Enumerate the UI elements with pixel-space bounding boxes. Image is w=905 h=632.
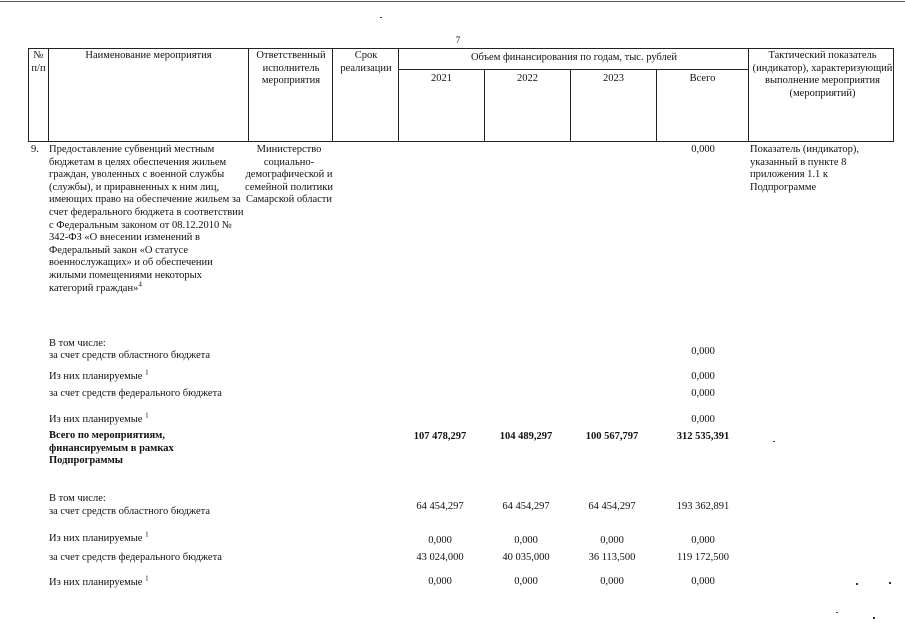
sub2-federal-2021: 43 024,000 — [416, 552, 464, 563]
sub2-federal-2023: 36 113,500 — [588, 552, 636, 563]
header-funding: Объем финансирования по годам, тыс. рублей — [470, 52, 678, 63]
totals-2023: 100 567,797 — [585, 431, 639, 442]
sub2-planned1-2021: 0,000 — [428, 535, 452, 546]
row9-name — [49, 144, 245, 295]
header-year-2021: 2021 — [431, 73, 452, 84]
sub2-planned1-fn: 1 — [145, 530, 149, 539]
sub1-planned1 — [49, 368, 249, 384]
row9-footnote: 4 — [138, 280, 142, 289]
sub1-federal-total: 0,000 — [691, 388, 715, 399]
sub2-planned1-label: Из них планируемые — [49, 533, 143, 544]
sub1-planned1-total: 0,000 — [691, 371, 715, 382]
totals-2021: 107 478,297 — [413, 431, 467, 442]
header-name: Наименование мероприятия — [85, 50, 212, 61]
header-num: № п/п — [31, 50, 46, 74]
sub1-planned2-total: 0,000 — [691, 414, 715, 425]
row9-executor: Министерство социально-демографической и семейной политики Самарской области — [244, 144, 333, 206]
sub1-federal-label: за счет средств федерального бюджета — [49, 388, 222, 399]
sub2-planned2 — [49, 574, 249, 590]
header-year-total: Всего — [689, 73, 716, 84]
page-number: 7 — [455, 35, 461, 45]
totals-all: 312 535,391 — [676, 431, 730, 442]
page-top-edge — [0, 1, 905, 2]
scan-speck — [836, 612, 838, 613]
totals-2022: 104 489,297 — [499, 431, 553, 442]
header-indicator: Тактический показатель (индикатор), характеризующий выполнение мероприятия (мероприятий) — [752, 50, 893, 99]
totals-label: Всего по мероприятиям, финансируемым в рамках Подпрограммы — [49, 430, 174, 467]
row9-total: 0,000 — [691, 144, 715, 155]
sub2-planned2-total: 0,000 — [691, 576, 715, 587]
header-year-2023: 2023 — [603, 73, 624, 84]
sub2-regional-2022: 64 454,297 — [502, 501, 550, 512]
sub2-planned2-2022: 0,000 — [514, 576, 538, 587]
scan-speck — [380, 17, 382, 18]
row9-name-text: Предоставление субвенций местным бюджетам в целях обеспечения жильем граждан, уволенных с военной службы (службы), и приравненных к ним лиц, имеющих право на обеспечение жильем за счет федерального бюджета в соответствии с Федеральным законом от 08.12.2010 № 342-ФЗ «О внесении изменений в Федеральный закон «О статусе военнослужащих» и об обеспечении жилыми помещениями некоторых категорий граждан» — [49, 144, 244, 294]
scan-speck — [773, 441, 775, 442]
sub2-planned2-fn: 1 — [145, 574, 149, 583]
sub2-regional-label: за счет средств областного бюджета — [49, 506, 211, 517]
sub2-planned1-2022: 0,000 — [514, 535, 538, 546]
sub2-planned1-2023: 0,000 — [600, 535, 624, 546]
sub2-planned1 — [49, 530, 249, 546]
header-year-2022: 2022 — [517, 73, 538, 84]
sub1-planned2-fn: 1 — [145, 411, 149, 420]
sub1-intro: В том числе: — [49, 338, 106, 349]
sub2-regional-2021: 64 454,297 — [416, 501, 464, 512]
row9-indicator: Показатель (индикатор), указанный в пункте 8 приложения 1.1 к Подпрограмме — [750, 144, 859, 193]
scan-speck — [889, 582, 891, 584]
sub2-planned1-total: 0,000 — [691, 535, 715, 546]
sub2-regional-total: 193 362,891 — [676, 501, 730, 512]
scan-speck — [873, 617, 875, 619]
sub1-planned2-label: Из них планируемые — [49, 414, 143, 425]
sub2-federal-label: за счет средств федерального бюджета — [49, 552, 222, 563]
header-executor: Ответственный исполнитель мероприятия — [256, 50, 326, 87]
header-term: Срок реализации — [340, 50, 392, 74]
row9-number: 9. — [31, 144, 39, 155]
sub2-planned2-2021: 0,000 — [428, 576, 452, 587]
sub2-intro: В том числе: — [49, 493, 106, 504]
sub2-planned2-2023: 0,000 — [600, 576, 624, 587]
sub2-planned2-label: Из них планируемые — [49, 577, 143, 588]
sub1-planned1-fn: 1 — [145, 368, 149, 377]
scan-speck — [856, 583, 858, 585]
sub1-regional-label: за счет средств областного бюджета — [49, 350, 211, 361]
sub2-federal-total: 119 172,500 — [676, 552, 730, 563]
sub2-federal-2022: 40 035,000 — [502, 552, 550, 563]
sub1-planned1-label: Из них планируемые — [49, 371, 143, 382]
sub1-planned2 — [49, 411, 249, 427]
sub2-regional-2023: 64 454,297 — [588, 501, 636, 512]
sub1-regional-total: 0,000 — [691, 346, 715, 357]
